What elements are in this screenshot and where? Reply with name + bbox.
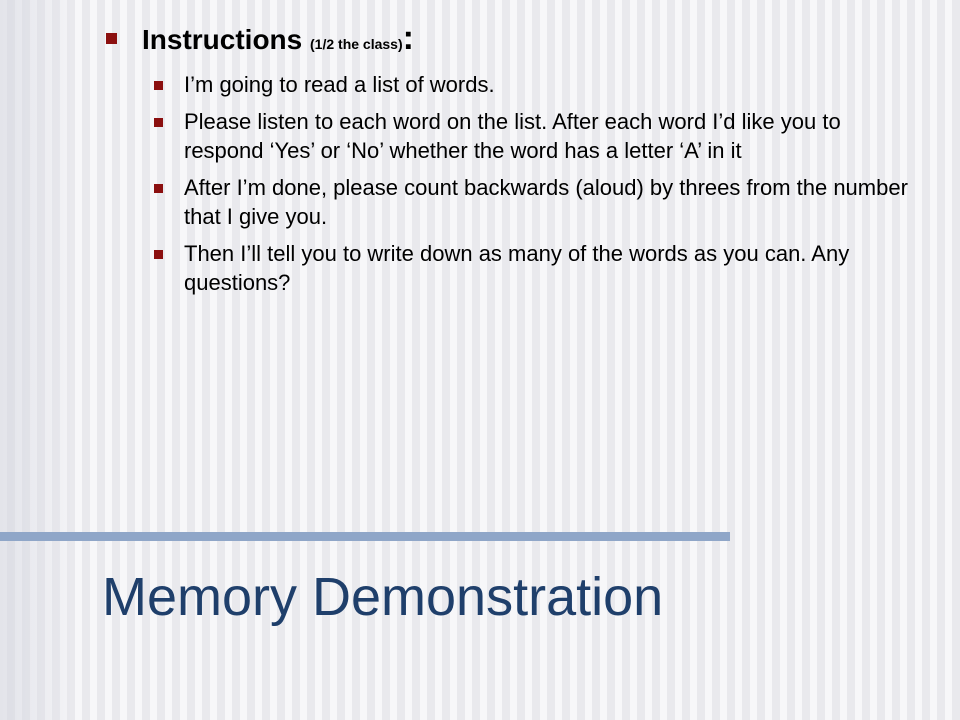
list-item-text: Then I’ll tell you to write down as many of the words as you can. Any questions? [184, 241, 850, 295]
list-item [152, 239, 924, 297]
heading-colon: : [402, 19, 414, 57]
square-bullet-icon [154, 250, 163, 259]
heading-small-text: (1/2 the class) [310, 36, 403, 52]
instruction-list [104, 70, 924, 297]
list-item [152, 70, 924, 99]
instructions-heading [104, 20, 924, 62]
square-bullet-icon [106, 33, 117, 44]
heading-main-text: Instructions [142, 24, 311, 55]
list-item [152, 107, 924, 165]
square-bullet-icon [154, 118, 163, 127]
list-item-text: Please listen to each word on the list. After each word I’d like you to respond ‘Yes’ or ‘No’ whether the word has a letter ‘A’ in it [184, 109, 841, 163]
list-item-text: I’m going to read a list of words. [184, 72, 495, 97]
list-item [152, 173, 924, 231]
slide-title: Memory Demonstration [102, 567, 664, 627]
square-bullet-icon [154, 81, 163, 90]
left-decorative-band [0, 0, 70, 720]
title-divider-bar [0, 532, 730, 541]
square-bullet-icon [154, 184, 163, 193]
list-item-text: After I’m done, please count backwards (aloud) by threes from the number that I give you. [184, 175, 908, 229]
slide-body [104, 20, 924, 305]
